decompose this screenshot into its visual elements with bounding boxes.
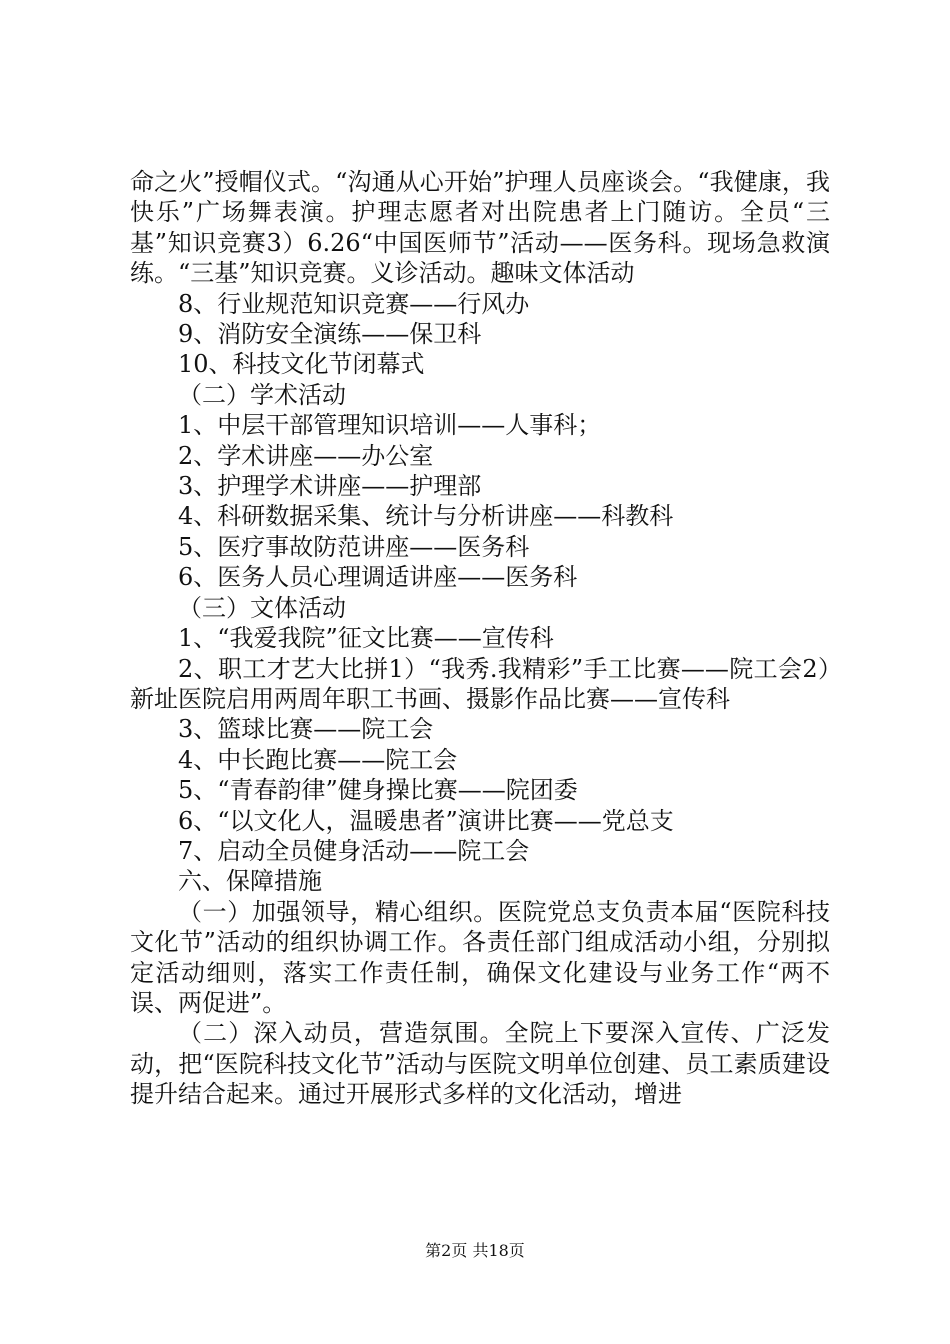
section-heading: （二）学术活动 [178, 380, 346, 409]
list-item: 5、医疗事故防范讲座——医务科 [178, 532, 530, 561]
body-paragraph: （一）加强领导，精心组织。医院党总支负责本届“医院科技文化节”活动的组织协调工作。各责任部门组成活动小组，分别拟定活动细则，落实工作责任制，确保文化建设与业务工作“两不误、两促进”。 [130, 897, 830, 1017]
list-item: 5、“青春韵律”健身操比赛——院团委 [178, 776, 578, 805]
list-item: 6、医务人员心理调适讲座——医务科 [178, 563, 578, 592]
list-item: 4、中长跑比赛——院工会 [178, 745, 458, 774]
list-item: 1、中层干部管理知识培训——人事科； [178, 411, 602, 440]
section-heading: 六、保障措施 [178, 867, 322, 896]
list-item: 8、行业规范知识竞赛——行风办 [178, 289, 530, 318]
list-item: 10、科技文化节闭幕式 [178, 350, 425, 379]
list-item: 2、学术讲座——办公室 [178, 441, 434, 470]
list-item: 2、职工才艺大比拼1）“我秀.我精彩”手工比赛——院工会2）新址医院启用两周年职工书画、摄影作品比赛——宣传科 [130, 654, 830, 713]
list-item: 7、启动全员健身活动——院工会 [178, 836, 530, 865]
page-footer: 第2页 共18页 [425, 1241, 525, 1260]
list-item: 1、“我爱我院”征文比赛——宣传科 [178, 624, 554, 653]
list-item: 4、科研数据采集、统计与分析讲座——科教科 [178, 502, 674, 531]
list-item: 3、护理学术讲座——护理部 [178, 472, 482, 501]
body-paragraph: （二）深入动员，营造氛围。全院上下要深入宣传、广泛发动，把“医院科技文化节”活动与医院文明单位创建、员工素质建设提升结合起来。通过开展形式多样的文化活动，增进 [130, 1019, 830, 1109]
list-item: 3、篮球比赛——院工会 [178, 715, 434, 744]
list-item: 6、“以文化人，温暖患者”演讲比赛——党总支 [178, 806, 674, 835]
paragraph-continuation: 命之火”授帽仪式。“沟通从心开始”护理人员座谈会。“我健康，我快乐”广场舞表演。护理志愿者对出院患者上门随访。全员“三基”知识竞赛3）6.26“中国医师节”活动——医务科。现场急救演练。“三基”知识竞赛。义诊活动。趣味文体活动 [130, 168, 830, 288]
list-item: 9、消防安全演练——保卫科 [178, 320, 482, 349]
section-heading: （三）文体活动 [178, 593, 346, 622]
document-body [130, 167, 830, 1110]
